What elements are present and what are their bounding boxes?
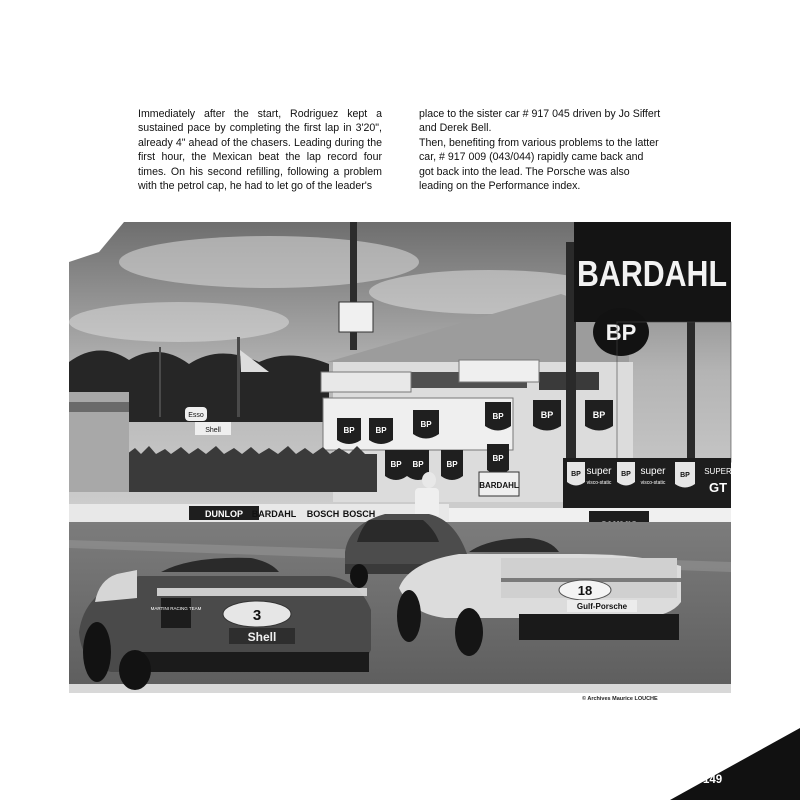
article-paragraph: Then, benefiting from various problems to the latter car, # 917 009 (043/044) rapidly came back and got back into the lead. The Porsche was also leading on the Performance index. <box>419 136 659 193</box>
race-photo <box>69 222 731 693</box>
bp-text: BP <box>412 460 424 469</box>
bosch-text: BOSCH <box>306 509 340 519</box>
race-photo-drawing <box>69 222 731 693</box>
dunlop-text: DUNLOP <box>205 509 243 519</box>
spectator-crowd <box>127 454 377 492</box>
super-text: super <box>640 466 666 477</box>
martini-porsche-car <box>79 558 371 690</box>
car-number-3: 3 <box>252 607 262 624</box>
martini-team-text: MARTINI RACING TEAM <box>150 606 202 611</box>
super-visco-billboards <box>563 458 732 508</box>
bp-text: BP <box>446 460 458 469</box>
bp-text: BP <box>592 410 606 420</box>
bp-text: BP <box>621 471 631 478</box>
page-corner-triangle <box>670 728 800 800</box>
bp-text: BP <box>390 460 402 469</box>
article-paragraph: Immediately after the start, Rodriguez kept a sustained pace by completing the first lap in 3'20", already 4" ahead of the chasers. Leading during the first hour, the Mexican beat the lap record four times. On his second refilling, following a problem with the petrol cap, he had to let go of the leader's <box>138 108 382 193</box>
bp-text: BP <box>540 410 554 420</box>
bp-text: BP <box>375 426 387 435</box>
bp-text: BP <box>571 471 581 478</box>
bosch-text: BOSCH <box>342 509 376 519</box>
shell-car-text: Shell <box>247 630 277 644</box>
article-paragraph: place to the sister car # 917 045 driven by Jo Siffert and Derek Bell. <box>419 108 661 135</box>
bardahl-barrier-text: BARDAHL <box>251 509 297 519</box>
bardahl-tower-text: BARDAHL <box>577 253 727 294</box>
super-right-text: SUPER <box>704 467 732 476</box>
shell-roadside-text: Shell <box>205 427 221 434</box>
car-number-18: 18 <box>577 583 593 598</box>
article-column-right <box>419 107 661 193</box>
bp-text: BP <box>420 420 432 429</box>
esso-text: Esso <box>188 412 204 419</box>
bp-big-text: BP <box>605 320 637 345</box>
photo-credit: © Archives Maurice LOUCHE <box>582 696 658 702</box>
bp-text: BP <box>343 426 355 435</box>
article-column-left <box>138 107 382 193</box>
visco-text: visco-static <box>586 480 612 486</box>
bp-text: BP <box>492 412 504 421</box>
bp-text: BP <box>680 472 690 479</box>
visco-text: visco-static <box>640 480 666 486</box>
bp-text: BP <box>492 454 504 463</box>
super-text: super <box>586 466 612 477</box>
gulf-porsche-text: Gulf-Porsche <box>576 602 628 611</box>
gt-text: GT <box>708 480 728 495</box>
bardahl-small-text: BARDAHL <box>479 481 519 490</box>
page-number: 149 <box>703 774 723 786</box>
